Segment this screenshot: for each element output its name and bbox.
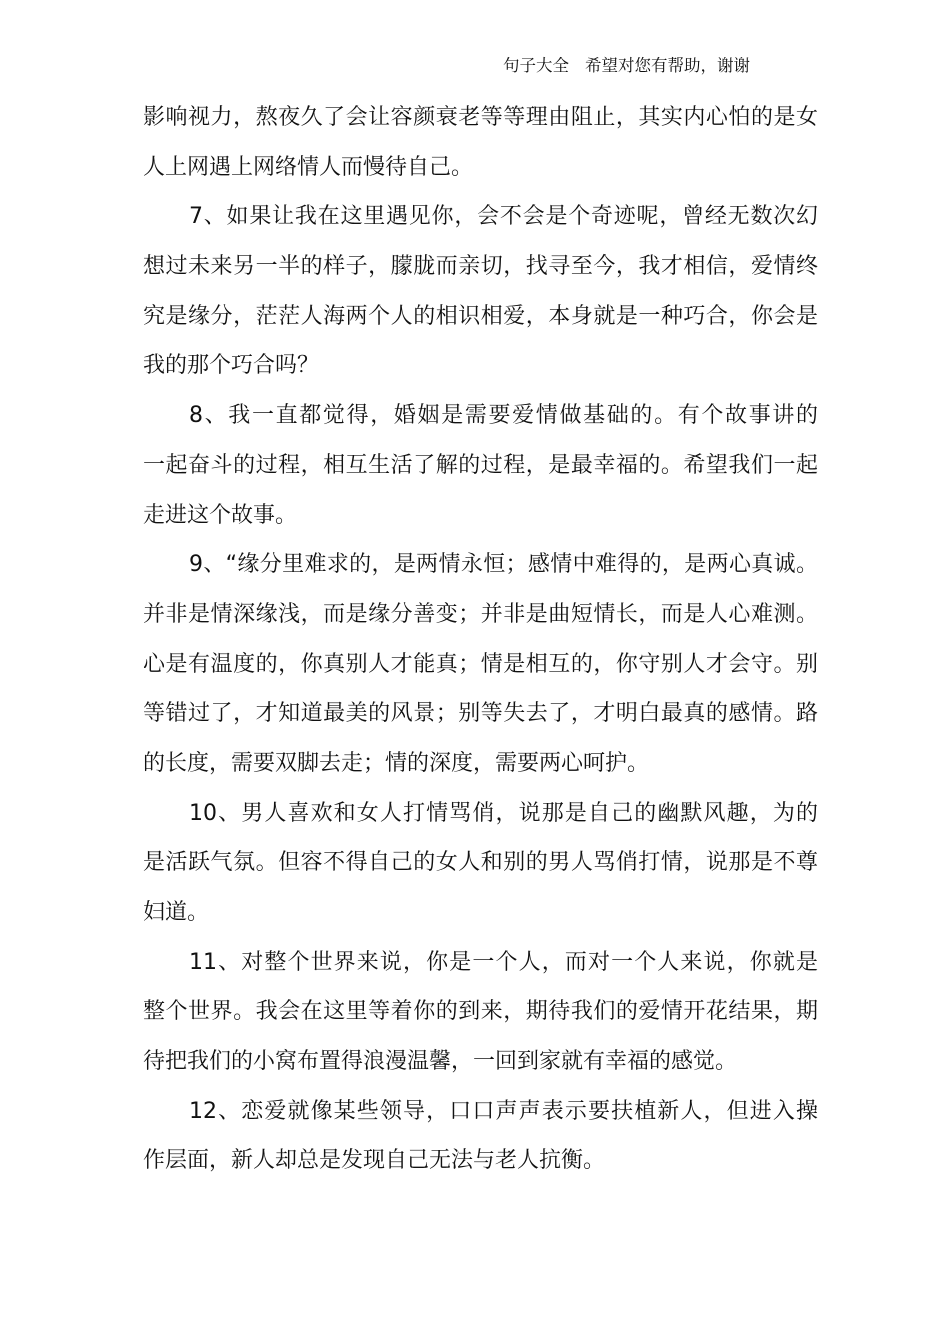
text-line: 待把我们的小窝布置得浪漫温馨，一回到家就有幸福的感觉。 [143,1049,738,1075]
text-line: 一起奋斗的过程，相互生活了解的过程，是最幸福的。希望我们一起 [143,452,818,478]
text-line: 8、我一直都觉得，婚姻是需要爱情做基础的。有个故事讲的 [189,403,818,429]
text-line: 人上网遇上网络情人而慢待自己。 [143,154,474,180]
paragraph-item-7 [143,192,818,391]
paragraph-item-12 [143,1087,818,1186]
paragraph-item-10 [143,789,818,938]
document-body [143,93,818,1186]
text-line: 走进这个故事。 [143,502,298,528]
text-line: 7、如果让我在这里遇见你，会不会是个奇迹呢，曾经无数次幻 [189,204,818,230]
text-line: 10、男人喜欢和女人打情骂俏，说那是自己的幽默风趣，为的 [189,800,818,826]
text-line: 究是缘分，茫茫人海两个人的相识相爱，本身就是一种巧合，你会是 [143,303,818,329]
text-line: 妇道。 [143,900,210,925]
text-line: 9、“缘分里难求的，是两情永恒；感情中难得的，是两心真诚。 [189,552,818,578]
text-line: 11、对整个世界来说，你是一个人，而对一个人来说，你就是 [189,949,818,975]
text-line: 12、恋爱就像某些领导，口口声声表示要扶植新人，但进入操 [189,1098,818,1124]
text-line: 并非是情深缘浅，而是缘分善变；并非是曲短情长，而是人心难测。 [143,601,818,627]
paragraph-item-11 [143,938,818,1087]
header-site-name: 句子大全 [503,56,569,75]
text-line: 想过未来另一半的样子，朦胧而亲切，找寻至今，我才相信，爱情终 [143,254,818,280]
text-line: 我的那个巧合吗？ [143,353,320,379]
page-header [503,54,750,78]
text-line: 等错过了，才知道最美的风景；别等失去了，才明白最真的感情。路 [143,701,818,727]
text-line: 的长度，需要双脚去走；情的深度，需要两心呵护。 [143,750,650,776]
text-line: 心是有温度的，你真别人才能真；情是相互的，你守别人才会守。别 [143,651,818,677]
text-line: 是活跃气氛。但容不得自己的女人和别的男人骂俏打情，说那是不尊 [143,850,818,876]
text-line: 整个世界。我会在这里等着你的到来，期待我们的爱情开花结果，期 [143,999,818,1025]
header-note: 希望对您有帮助，谢谢 [585,56,750,75]
text-line: 作层面，新人却总是发现自己无法与老人抗衡。 [143,1148,606,1174]
paragraph-continued [143,93,818,192]
paragraph-item-9 [143,540,818,788]
paragraph-item-8 [143,391,818,540]
text-line: 影响视力，熬夜久了会让容颜衰老等等理由阻止，其实内心怕的是女 [143,105,818,130]
